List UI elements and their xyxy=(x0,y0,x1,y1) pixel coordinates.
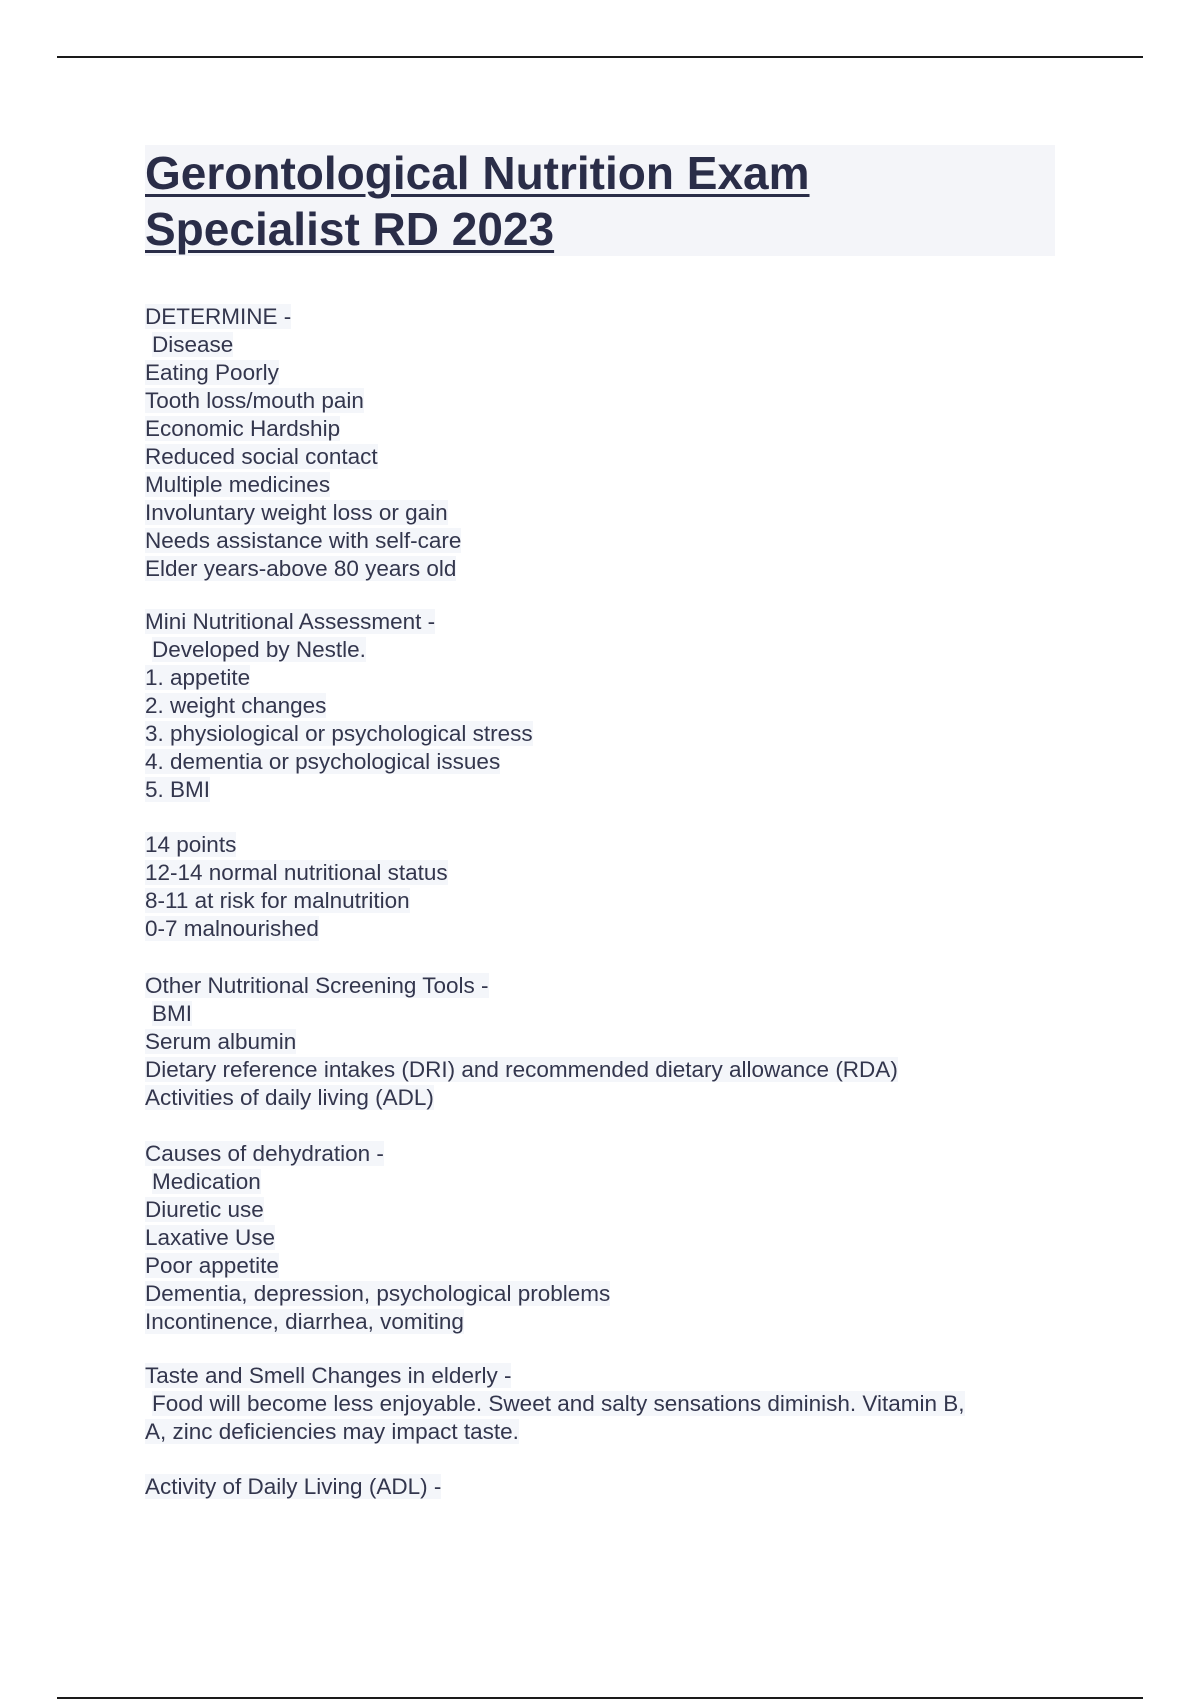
list-item: Laxative Use xyxy=(145,1225,276,1250)
section-heading: Mini Nutritional Assessment - xyxy=(145,609,436,634)
section-activity-of-daily-living xyxy=(145,1473,1075,1501)
list-item: Involuntary weight loss or gain xyxy=(145,500,448,525)
section-heading: Taste and Smell Changes in elderly - xyxy=(145,1363,512,1388)
list-item: Medication xyxy=(152,1169,261,1194)
list-item: 14 points xyxy=(145,832,237,857)
document-title-line-2: Specialist RD 2023 xyxy=(145,203,555,255)
section-causes-of-dehydration xyxy=(145,1140,1075,1336)
paragraph-line: A, zinc deficiencies may impact taste. xyxy=(145,1419,519,1444)
section-mini-nutritional-assessment xyxy=(145,608,1075,804)
header-rule xyxy=(57,56,1143,58)
list-item: Poor appetite xyxy=(145,1253,279,1278)
list-item: Eating Poorly xyxy=(145,360,279,385)
list-item: Disease xyxy=(152,332,234,357)
document-title-line-1: Gerontological Nutrition Exam xyxy=(145,147,810,199)
section-heading: DETERMINE - xyxy=(145,304,292,329)
list-item: 3. physiological or psychological stress xyxy=(145,721,533,746)
list-item: Diuretic use xyxy=(145,1197,264,1222)
paragraph-line: Food will become less enjoyable. Sweet and salty sensations diminish. Vitamin B, xyxy=(152,1391,965,1416)
list-item: Elder years-above 80 years old xyxy=(145,556,457,581)
list-item: Incontinence, diarrhea, vomiting xyxy=(145,1309,464,1334)
section-heading: Other Nutritional Screening Tools - xyxy=(145,973,489,998)
footer-rule xyxy=(57,1697,1143,1699)
list-item: Tooth loss/mouth pain xyxy=(145,388,364,413)
list-item: 0-7 malnourished xyxy=(145,916,319,941)
section-heading: Causes of dehydration - xyxy=(145,1141,384,1166)
list-item: 4. dementia or psychological issues xyxy=(145,749,501,774)
list-item: Multiple medicines xyxy=(145,472,331,497)
list-item: Economic Hardship xyxy=(145,416,341,441)
list-item: Dietary reference intakes (DRI) and recommended dietary allowance (RDA) xyxy=(145,1057,898,1082)
list-item: Reduced social contact xyxy=(145,444,378,469)
list-item: Developed by Nestle. xyxy=(152,637,366,662)
section-heading: Activity of Daily Living (ADL) - xyxy=(145,1474,442,1499)
list-item: Needs assistance with self-care xyxy=(145,528,462,553)
list-item: 8-11 at risk for malnutrition xyxy=(145,888,410,913)
list-item: Serum albumin xyxy=(145,1029,297,1054)
list-item: Dementia, depression, psychological problems xyxy=(145,1281,611,1306)
section-other-screening-tools xyxy=(145,972,1075,1112)
list-item: 12-14 normal nutritional status xyxy=(145,860,448,885)
list-item: 1. appetite xyxy=(145,665,251,690)
list-item: 2. weight changes xyxy=(145,693,327,718)
section-mna-scoring xyxy=(145,831,1075,943)
list-item: BMI xyxy=(152,1001,193,1026)
section-taste-and-smell xyxy=(145,1362,1075,1446)
list-item: 5. BMI xyxy=(145,777,211,802)
section-determine xyxy=(145,303,1075,583)
list-item: Activities of daily living (ADL) xyxy=(145,1085,434,1110)
